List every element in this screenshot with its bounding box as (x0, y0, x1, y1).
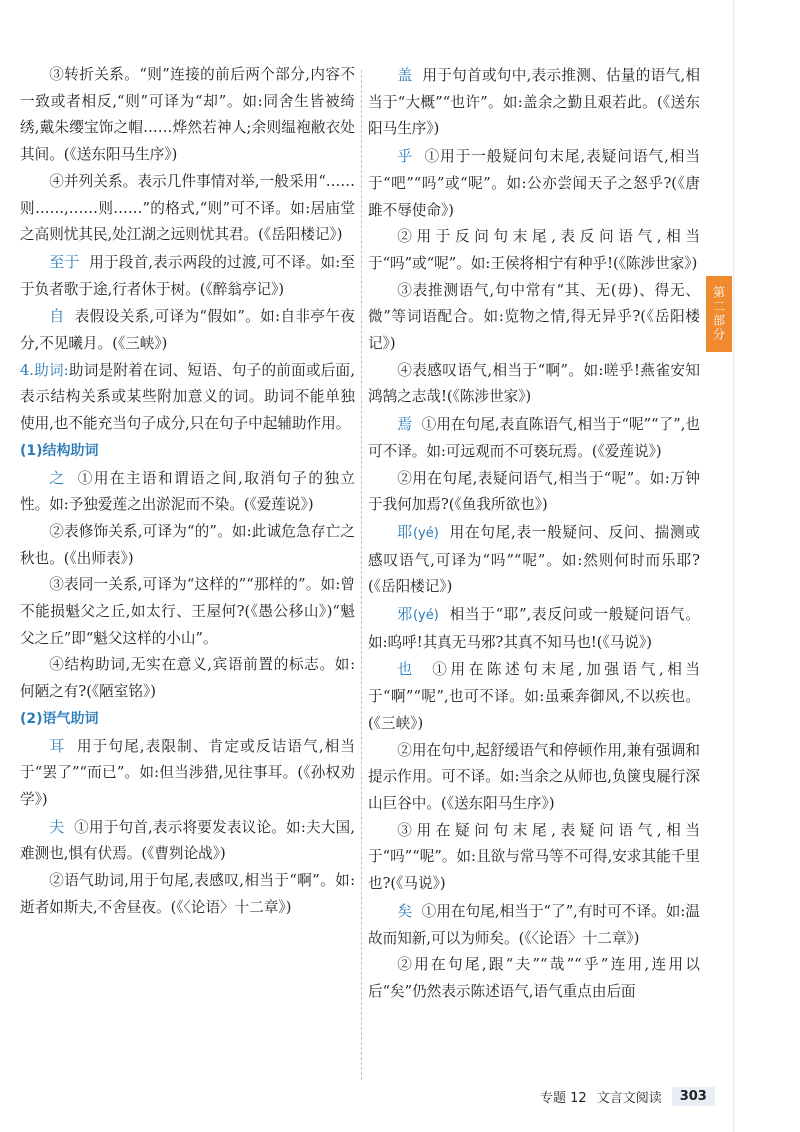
paragraph-text: 用于段首,表示两段的过渡,可不译。如:至于负者歌于途,行者休于树。(《醉翁亭记》) (20, 253, 355, 298)
paragraph (368, 62, 700, 143)
column-divider (361, 70, 362, 1080)
paragraph: ②语气助词,用于句尾,表感叹,相当于“啊”。如:逝者如斯夫,不舍昼夜。(《〈论语〉十二章》) (20, 872, 355, 916)
keyword-char: 耶 (397, 522, 413, 541)
keyword: 乎 (397, 147, 414, 166)
paragraph: ③转折关系。“则”连接的前后两个部分,内容不一致或者相反,“则”可译为“却”。如:同舍生皆被绮绣,戴朱缨宝饰之帽……烨然若神人;余则缊袍敝衣处其间。(《送东阳马生序》) (20, 66, 355, 164)
paragraph-text: 用在句尾,表一般疑问、反问、揣测或感叹语气,可译为“吗”“呢”。如:然则何时而乐耶?(《岳阳楼记》) (368, 523, 700, 596)
keyword: 矣 (397, 901, 413, 920)
keyword: 夫 (49, 817, 65, 836)
page-footer (540, 1087, 715, 1106)
right-column (368, 62, 700, 1006)
paragraph-text: ①用于句首,表示将要发表议论。如:夫大国,难测也,惧有伏焉。(《曹刿论战》) (20, 818, 355, 863)
paragraph: ②表修饰关系,可译为“的”。如:此诚危急存亡之秋也。(《出师表》) (20, 522, 355, 567)
paragraph (20, 249, 355, 303)
paragraph (368, 898, 700, 952)
subsection-heading: (2)语气助词 (20, 710, 99, 727)
section-paragraph (20, 358, 355, 438)
keyword: 焉 (397, 415, 413, 434)
paragraph (20, 733, 355, 814)
paragraph: ④并列关系。表示几件事情对举,一般采用“……则……,……则……”的格式,“则”可不译。如:居庙堂之高则忧其民,处江湖之远则忧其君。(《岳阳楼记》) (20, 172, 355, 244)
paragraph (368, 519, 700, 601)
paragraph: ③表同一关系,可译为“这样的”“那样的”。如:曾不能损魁父之丘,如太行、王屋何?(《愚公移山》)“魁父之丘”即“魁父这样的小山”。 (20, 576, 355, 647)
pinyin: (yé) (412, 525, 439, 541)
paragraph-text: 相当于“耶”,表反问或一般疑问语气。如:呜呼!其真无马邪?其真不知马也!(《马说》) (368, 606, 700, 651)
paragraph (20, 814, 355, 868)
keyword: 之 (49, 468, 66, 487)
paragraph-text: 用于句尾,表限制、肯定或反诘语气,相当于“罢了”“而已”。如:但当涉猎,见往事耳。(《孙权劝学》) (20, 737, 355, 808)
keyword-char: 邪 (397, 605, 413, 624)
keyword (397, 523, 439, 541)
paragraph (368, 656, 700, 737)
keyword: 耳 (49, 736, 66, 755)
paragraph: ④结构助词,无实在意义,宾语前置的标志。如:何陋之有?(《陋室铭》) (20, 656, 355, 701)
paragraph: ②用在句尾,表疑问语气,相当于“呢”。如:万钟于我何加焉?(《鱼我所欲也》) (368, 469, 700, 514)
paragraph (368, 411, 700, 465)
left-column (20, 62, 355, 922)
paragraph-text: 表假设关系,可译为“假如”。如:自非亭午夜分,不见曦月。(《三峡》) (20, 308, 355, 353)
paragraph: ③用在疑问句末尾,表疑问语气,相当于“吗”“呢”。如:且欲与常马等不可得,安求其能千里也?(《马说》) (368, 821, 700, 893)
page-edge (733, 0, 734, 1132)
paragraph-text: ①用在句尾,相当于“了”,有时可不译。如:温故而知新,可以为师矣。(《〈论语〉十二章》) (368, 902, 700, 947)
section-side-tab: 第二部分 (706, 276, 732, 352)
paragraph (20, 303, 355, 357)
paragraph-text: ①用在句尾,表直陈语气,相当于“呢”“了”,也可不译。如:可远观而不可亵玩焉。(《爱莲说》) (368, 416, 700, 460)
subsection-heading: (1)结构助词 (20, 442, 99, 459)
footer-title: 文言文阅读 (596, 1091, 662, 1106)
keyword: 自 (49, 307, 65, 326)
paragraph (368, 143, 700, 224)
paragraph: ②用在句尾,跟“夫”“哉”“乎”连用,连用以后“矣”仍然表示陈述语气,语气重点由后面 (368, 956, 700, 1000)
keyword: 至于 (49, 252, 80, 271)
pinyin: (yé) (412, 608, 439, 624)
paragraph: ②用在句中,起舒缓语气和停顿作用,兼有强调和提示作用。可不译。如:当余之从师也,负箧曳屣行深山巨谷中。(《送东阳马生序》) (368, 741, 700, 812)
paragraph-text: ①用在陈述句末尾,加强语气,相当于“啊”“呢”,也可不译。如:虽乘奔御风,不以疾也。(《三峡》) (368, 661, 700, 732)
keyword: 也 (397, 660, 416, 679)
paragraph: ②用于反问句末尾,表反问语气,相当于“吗”或“呢”。如:王侯将相宁有种乎!(《陈涉世家》) (368, 228, 700, 272)
paragraph-text: ①用于一般疑问句末尾,表疑问语气,相当于“吧”“吗”或“呢”。如:公亦尝闻天子之怒乎?(《唐雎不辱使命》) (368, 148, 700, 219)
paragraph: ③表推测语气,句中常有“其、无(毋)、得无、微”等词语配合。如:览物之情,得无异乎?(《岳阳楼记》) (368, 281, 700, 353)
paragraph (20, 465, 355, 519)
page-number: 303 (672, 1087, 715, 1106)
section-heading: 4.助词: (20, 361, 69, 379)
paragraph (368, 601, 700, 656)
paragraph-text: 助词是附着在词、短语、句子的前面或后面,表示结构关系或某些附加意义的词。助词不能单独使用,也不能充当句子成分,只在句子中起辅助作用。 (20, 361, 355, 433)
keyword: 盖 (397, 66, 413, 84)
paragraph-text: ①用在主语和谓语之间,取消句子的独立性。如:予独爱莲之出淤泥而不染。(《爱莲说》) (20, 469, 355, 514)
paragraph-text: 用于句首或句中,表示推测、估量的语气,相当于“大概”“也许”。如:盖余之勤且艰若此。(《送东阳马生序》) (368, 67, 700, 138)
footer-topic: 专题 12 (540, 1091, 587, 1106)
paragraph: ④表感叹语气,相当于“啊”。如:嗟乎!燕雀安知鸿鹄之志哉!(《陈涉世家》) (368, 361, 700, 406)
keyword (397, 605, 439, 623)
